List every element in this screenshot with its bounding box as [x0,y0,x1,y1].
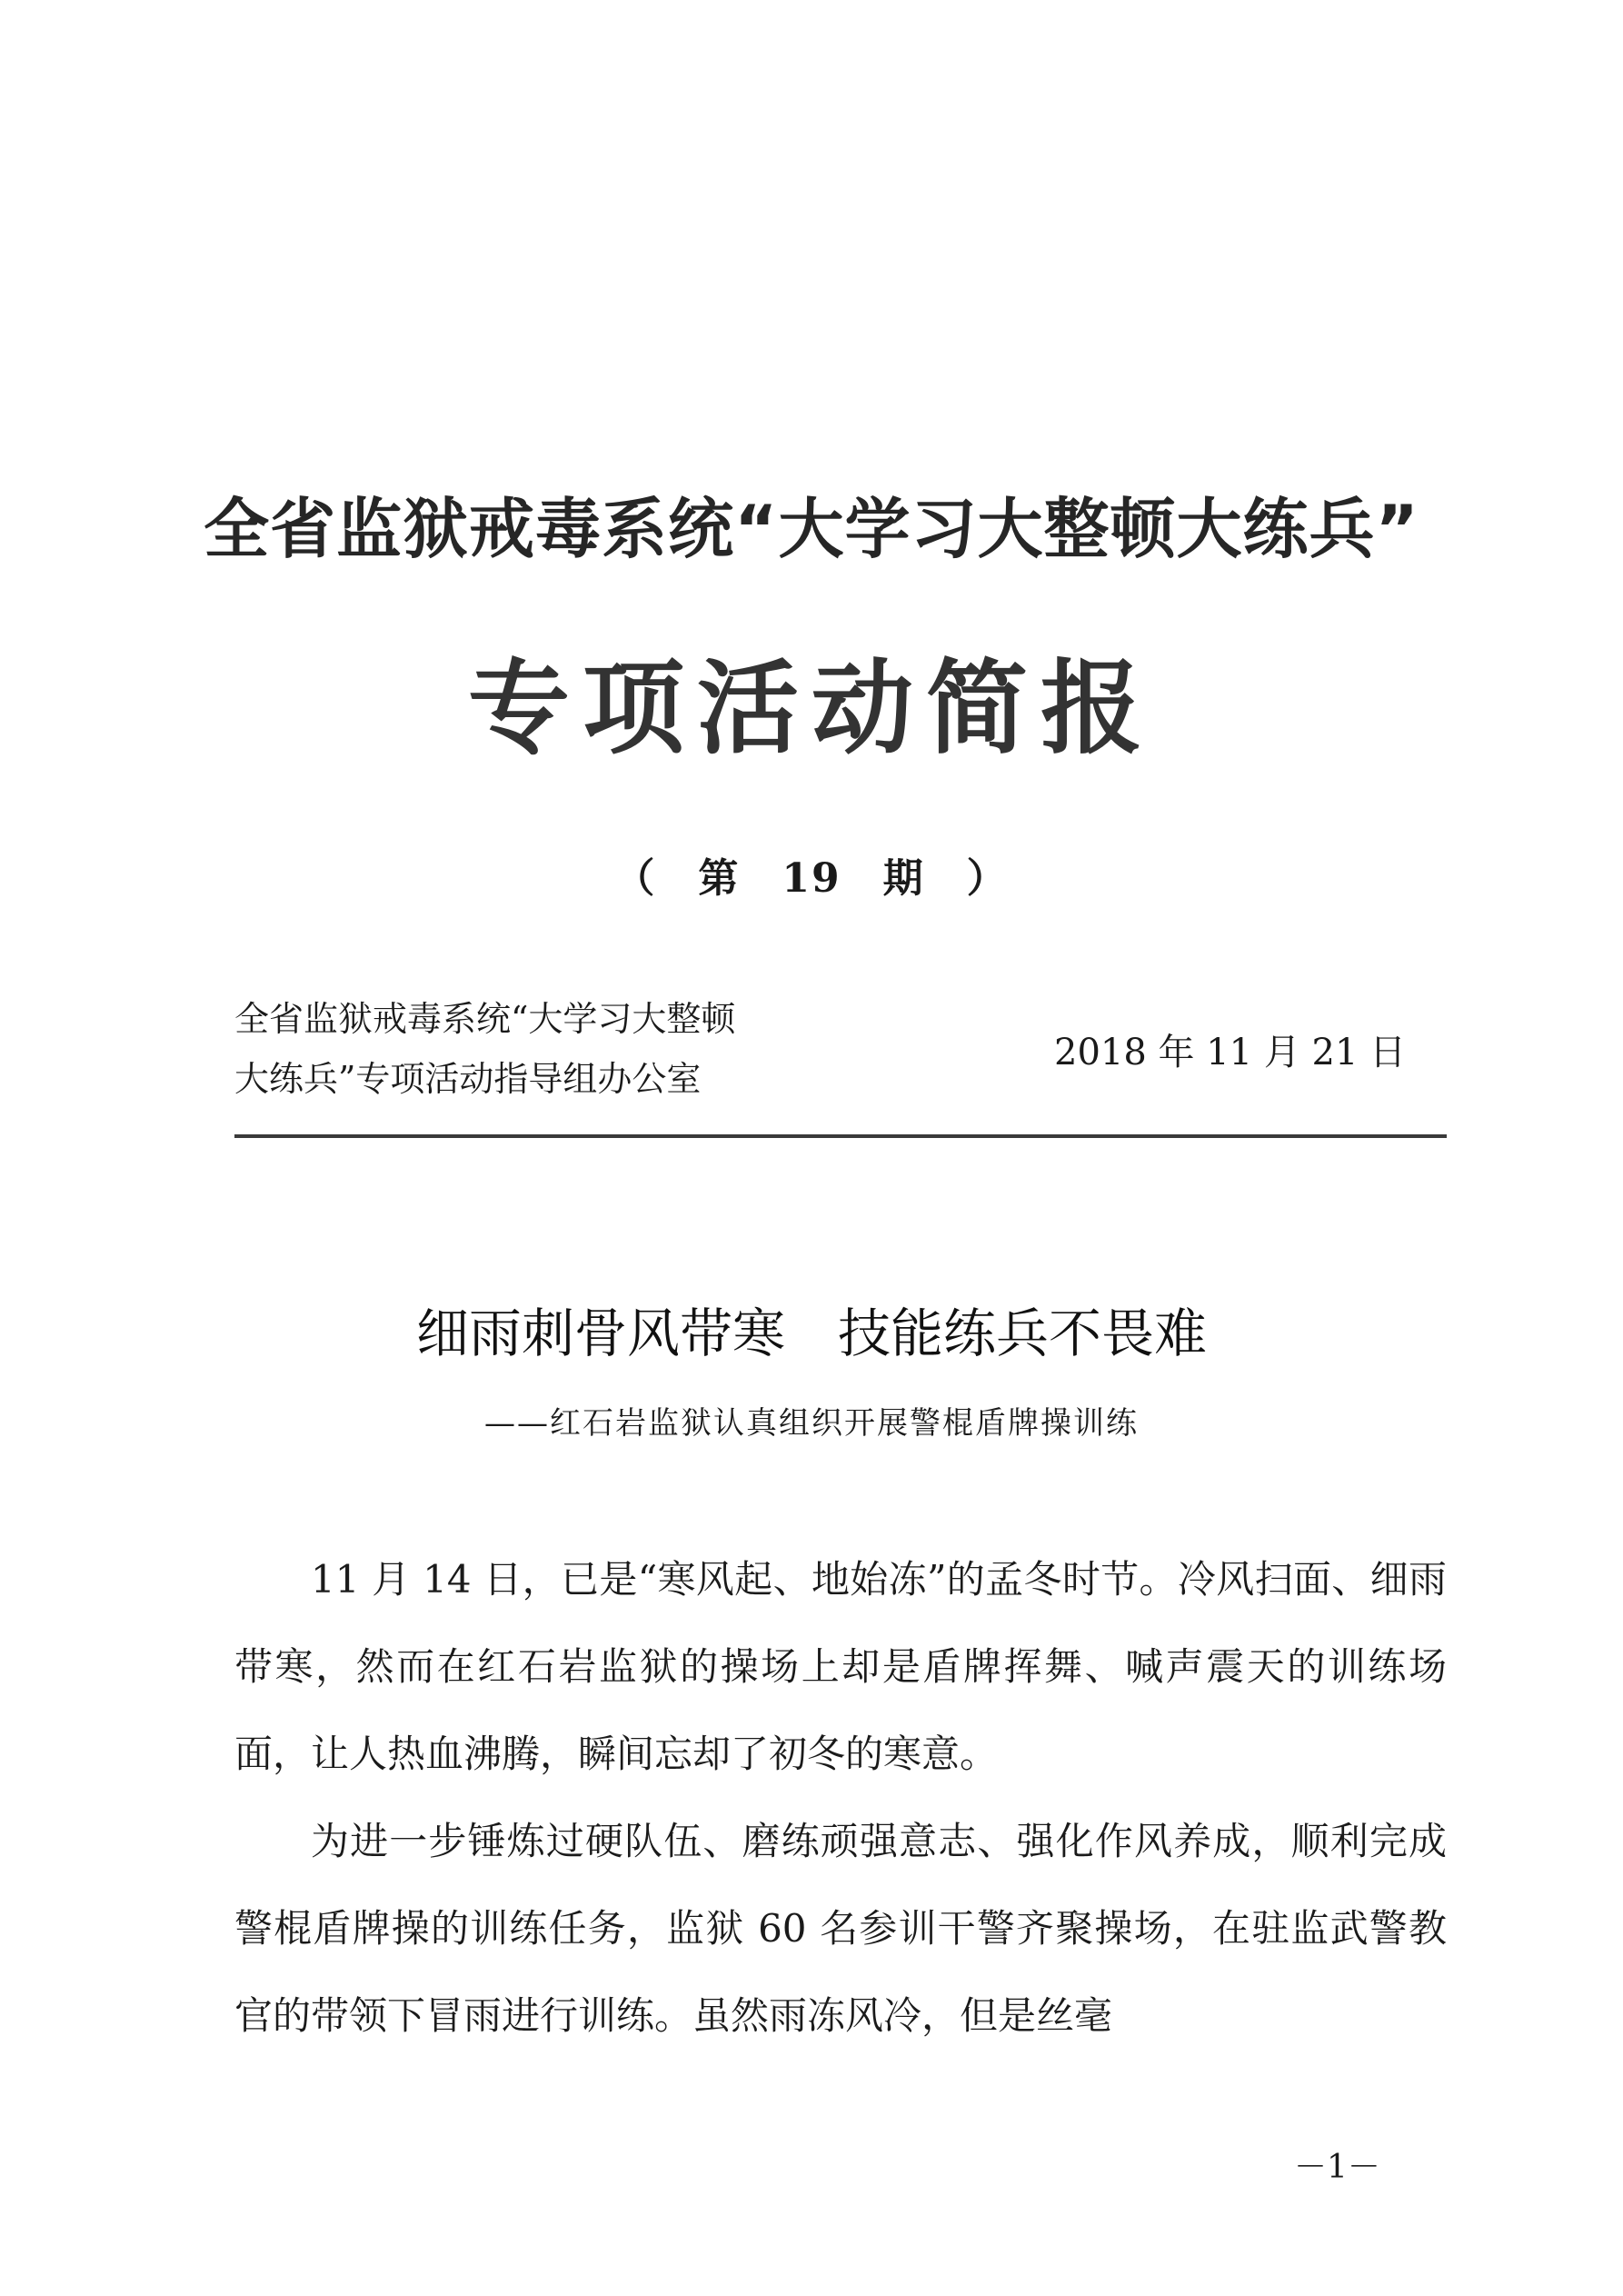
body-paragraph-2: 为进一步锤炼过硬队伍、磨练顽强意志、强化作风养成，顺利完成警棍盾牌操的训练任务，监狱 60 名参训干警齐聚操场，在驻监武警教官的带领下冒雨进行训练。虽然雨冻风冷，但是丝毫 [234,1819,1447,2038]
header-divider [234,1134,1447,1138]
body-paragraph-1: 11 月 14 日，已是“寒风起、地始冻”的孟冬时节。冷风扫面、细雨带寒，然而在红石岩监狱的操场上却是盾牌挥舞、喊声震天的训练场面，让人热血沸腾，瞬间忘却了初冬的寒意。 [234,1557,1447,1776]
masthead-subtitle: 专项活动简报 [468,650,1155,768]
article-body [234,1536,1447,2060]
issue-number: 19 [782,855,841,902]
article-title-part-2: 技能练兵不畏难 [838,1303,1208,1364]
issue-open-paren: （ [614,855,657,902]
issue-number-line [0,845,1623,903]
article-subtitle: ——红石岩监狱认真组织开展警棍盾牌操训练 [484,1405,1139,1442]
article-title [0,1291,1623,1367]
issuer-block [234,989,735,1109]
issue-close-paren: ） [966,855,1009,902]
masthead-title: 全省监狱戒毒系统“大学习大整顿大练兵” [204,491,1419,567]
issuer-line-2: 大练兵”专项活动指导组办公室 [234,1059,702,1099]
page-number: －1－ [1294,2149,1380,2186]
issue-label-di: 第 [698,855,741,902]
article-title-part-1: 细雨刺骨风带寒 [415,1303,785,1364]
issuer-line-1: 全省监狱戒毒系统“大学习大整顿 [234,999,736,1039]
issue-label-qi: 期 [882,855,925,902]
issue-date: 2018 年 11 月 21 日 [1054,1032,1407,1073]
